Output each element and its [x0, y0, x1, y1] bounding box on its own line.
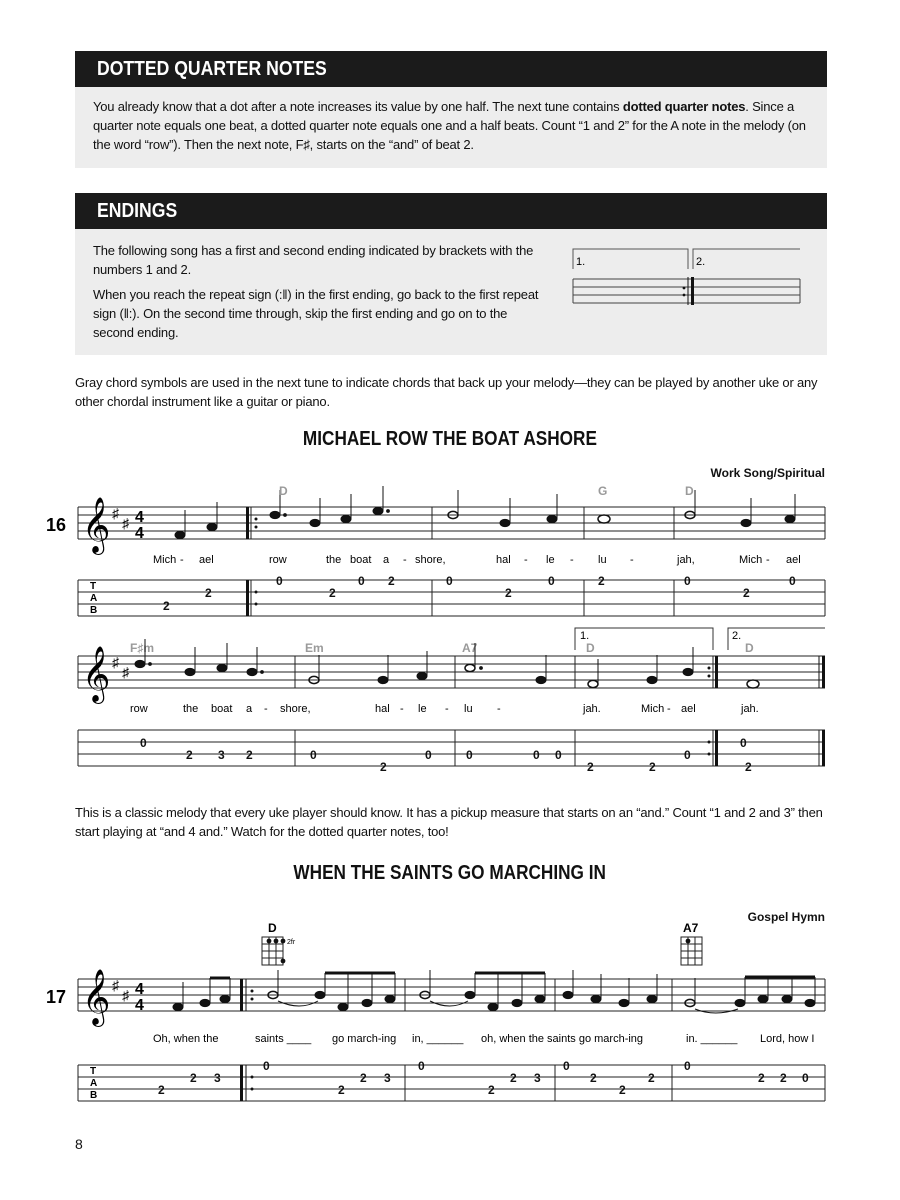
treble-clef: 𝄞	[82, 971, 111, 1024]
ending-bracket-1	[573, 249, 688, 269]
svg-text:B: B	[90, 1090, 98, 1101]
song-number: 16	[46, 515, 67, 535]
svg-text:2: 2	[598, 574, 605, 588]
ending-bracket-2	[693, 249, 800, 269]
svg-text:Mich: Mich	[739, 554, 763, 566]
svg-text:shore,: shore,	[415, 554, 446, 566]
svg-text:a: a	[246, 703, 253, 715]
svg-text:F♯m: F♯m	[130, 641, 154, 655]
ending-brackets-row-2	[575, 628, 825, 650]
page-number: 8	[75, 1136, 83, 1152]
svg-text:0: 0	[446, 574, 453, 588]
svg-text:0: 0	[418, 1059, 425, 1073]
svg-text:0: 0	[466, 748, 473, 762]
svg-text:2: 2	[338, 1083, 345, 1097]
box-title: ENDINGS	[97, 199, 178, 222]
svg-text:2: 2	[648, 1071, 655, 1085]
svg-text:-: -	[403, 554, 407, 566]
endings-box	[75, 193, 827, 355]
svg-text:Oh, when the: Oh, when the	[153, 1033, 219, 1045]
svg-text:row: row	[269, 554, 287, 566]
svg-text:hal: hal	[496, 554, 511, 566]
ending-2-label: 2.	[696, 256, 706, 268]
time-sig-bottom: 4	[135, 997, 144, 1014]
svg-text:ael: ael	[199, 554, 214, 566]
svg-text:2: 2	[205, 586, 212, 600]
lyrics-song-2	[153, 1033, 814, 1045]
svg-text:2: 2	[186, 748, 193, 762]
dotted-quarter-notes-box	[75, 51, 827, 168]
song-2-credit: Gospel Hymn	[747, 910, 825, 924]
svg-text:3: 3	[214, 1071, 221, 1085]
tab-label	[90, 581, 97, 616]
svg-text:1.: 1.	[580, 630, 590, 642]
svg-text:T: T	[90, 581, 97, 592]
svg-text:jah.: jah.	[583, 703, 601, 715]
svg-text:D: D	[279, 484, 288, 498]
svg-text:0: 0	[425, 748, 432, 762]
svg-text:Mich: Mich	[641, 703, 665, 715]
svg-text:saints ____: saints ____	[255, 1033, 312, 1045]
svg-text:2: 2	[745, 760, 752, 774]
tab-staff-lines	[573, 279, 800, 303]
svg-text:oh, when the saints go march-i: oh, when the saints go march-ing	[481, 1033, 644, 1045]
svg-text:lu: lu	[598, 554, 607, 566]
svg-text:D: D	[586, 641, 595, 655]
key-signature: ♯	[112, 977, 119, 993]
chord-symbols-row-2	[130, 641, 754, 655]
svg-text:0: 0	[684, 1059, 691, 1073]
svg-text:0: 0	[684, 574, 691, 588]
treble-clef: 𝄞	[82, 499, 111, 552]
saints-paragraph: This is a classic melody that every uke player should know. It has a pickup measure that starts on an “and.” Count “1 and 2 and 3” then start playing at “and 4 and.” Watch for the dotted quarter notes, too!	[75, 805, 823, 839]
svg-text:G: G	[598, 484, 608, 498]
svg-text:in. ______: in. ______	[686, 1033, 738, 1045]
svg-text:0: 0	[563, 1059, 570, 1073]
svg-text:ael: ael	[786, 554, 801, 566]
svg-text:the: the	[183, 703, 199, 715]
svg-text:-: -	[180, 554, 184, 566]
svg-text:2: 2	[758, 1071, 765, 1085]
svg-text:a: a	[383, 554, 390, 566]
svg-text:2: 2	[510, 1071, 517, 1085]
chord-diagram-d	[262, 921, 296, 965]
intro-paragraph: Gray chord symbols are used in the next tune to indicate chords that back up your melody—they can be played by another uke or any other chordal instrument like a guitar or piano.	[75, 375, 818, 409]
svg-text:3: 3	[384, 1071, 391, 1085]
endings-diagram	[570, 245, 810, 325]
svg-text:2: 2	[246, 748, 253, 762]
svg-text:T: T	[90, 1066, 97, 1077]
svg-text:2: 2	[590, 1071, 597, 1085]
svg-text:2: 2	[388, 574, 395, 588]
repeat-sign	[683, 277, 694, 305]
song-1-notation	[0, 470, 900, 800]
ending-labels	[580, 630, 741, 642]
svg-text:-: -	[264, 703, 268, 715]
key-signature: ♯	[122, 515, 129, 531]
svg-text:in, ______: in, ______	[412, 1033, 464, 1045]
svg-text:2: 2	[158, 1083, 165, 1097]
fret-marker: 2fr	[287, 939, 296, 946]
text-bold: dotted quarter notes	[622, 99, 746, 114]
svg-text:0: 0	[555, 748, 562, 762]
song-2-notation	[0, 915, 900, 1115]
key-signature: ♯	[122, 664, 129, 680]
svg-text:boat: boat	[211, 703, 233, 715]
song-2-title: WHEN THE SAINTS GO MARCHING IN	[293, 862, 607, 884]
svg-text:shore,: shore,	[280, 703, 311, 715]
song-1-title: MICHAEL ROW THE BOAT ASHORE	[302, 428, 597, 450]
svg-text:lu: lu	[464, 703, 473, 715]
key-signature: ♯	[112, 505, 119, 521]
svg-text:D: D	[745, 641, 754, 655]
svg-text:A: A	[90, 593, 98, 604]
svg-text:-: -	[445, 703, 449, 715]
svg-text:le: le	[546, 554, 555, 566]
svg-text:2: 2	[190, 1071, 197, 1085]
chord-diagram-a7	[681, 921, 702, 965]
svg-text:0: 0	[684, 748, 691, 762]
box-text	[75, 87, 827, 164]
svg-text:0: 0	[263, 1059, 270, 1073]
svg-text:Lord, how I: Lord, how I	[760, 1033, 815, 1045]
svg-text:2: 2	[380, 760, 387, 774]
svg-text:-: -	[400, 703, 404, 715]
svg-text:go march-ing: go march-ing	[332, 1033, 397, 1045]
chord-symbols-row-1	[279, 484, 694, 498]
song-1-credit: Work Song/Spiritual	[710, 466, 825, 480]
text-part-2: . Since a quarter note equals one beat, a dotted quarter note equals one and a half beats. Count “1 and 2” for the A note in the melody (on the word “row”). Then the next note, F♯, starts on the “and” of beat 2.	[93, 99, 806, 152]
svg-text:-: -	[570, 554, 574, 566]
notes-song-2	[173, 970, 815, 1013]
svg-text:2: 2	[329, 586, 336, 600]
lyrics-row-2	[130, 703, 759, 715]
svg-text:0: 0	[276, 574, 283, 588]
endings-para-2: When you reach the repeat sign (:‖) in the first ending, go back to the first repeat sign (‖:). On the second time through, skip the first ending and go on to the second ending.	[93, 287, 539, 340]
svg-text:B: B	[90, 605, 98, 616]
svg-text:0: 0	[358, 574, 365, 588]
svg-text:0: 0	[548, 574, 555, 588]
svg-text:2: 2	[619, 1083, 626, 1097]
svg-text:A7: A7	[462, 641, 478, 655]
svg-text:2: 2	[587, 760, 594, 774]
song-number: 17	[46, 987, 67, 1007]
svg-text:2.: 2.	[732, 630, 742, 642]
box-header	[75, 193, 827, 229]
svg-text:2: 2	[360, 1071, 367, 1085]
svg-text:le: le	[418, 703, 427, 715]
svg-text:-: -	[497, 703, 501, 715]
svg-text:2: 2	[780, 1071, 787, 1085]
box-text	[75, 229, 561, 358]
svg-text:0: 0	[140, 736, 147, 750]
svg-text:ael: ael	[681, 703, 696, 715]
svg-text:jah.: jah.	[741, 703, 759, 715]
svg-text:2: 2	[649, 760, 656, 774]
svg-text:A7: A7	[683, 921, 699, 935]
svg-text:hal: hal	[375, 703, 390, 715]
svg-text:2: 2	[488, 1083, 495, 1097]
svg-text:A: A	[90, 1078, 98, 1089]
svg-text:3: 3	[218, 748, 225, 762]
svg-text:boat: boat	[350, 554, 372, 566]
svg-text:D: D	[268, 921, 277, 935]
svg-text:2: 2	[505, 586, 512, 600]
lyrics-row-1	[153, 554, 801, 566]
ending-1-label: 1.	[576, 256, 586, 268]
box-header	[75, 51, 827, 87]
svg-text:0: 0	[533, 748, 540, 762]
svg-text:-: -	[630, 554, 634, 566]
endings-para-1: The following song has a first and second ending indicated by brackets with the numbers 1 and 2.	[93, 243, 534, 277]
time-sig-bottom: 4	[135, 525, 144, 542]
svg-text:row: row	[130, 703, 148, 715]
svg-text:0: 0	[802, 1071, 809, 1085]
svg-text:-: -	[667, 703, 671, 715]
svg-text:3: 3	[534, 1071, 541, 1085]
box-title: DOTTED QUARTER NOTES	[97, 57, 327, 80]
svg-text:0: 0	[740, 736, 747, 750]
svg-text:D: D	[685, 484, 694, 498]
svg-text:0: 0	[310, 748, 317, 762]
svg-text:-: -	[766, 554, 770, 566]
svg-text:2: 2	[163, 599, 170, 613]
svg-text:0: 0	[789, 574, 796, 588]
text-part-1: You already know that a dot after a note increases its value by one half. The next tune contains	[93, 99, 623, 114]
key-signature: ♯	[122, 987, 129, 1003]
svg-text:Em: Em	[305, 641, 324, 655]
svg-text:-: -	[524, 554, 528, 566]
svg-text:Mich: Mich	[153, 554, 177, 566]
svg-text:2: 2	[743, 586, 750, 600]
time-sig-top: 4	[135, 981, 144, 998]
key-signature: ♯	[112, 654, 119, 670]
time-sig-top: 4	[135, 509, 144, 526]
tab-label	[90, 1066, 97, 1101]
svg-text:jah,: jah,	[677, 554, 695, 566]
treble-clef: 𝄞	[82, 648, 111, 701]
svg-text:the: the	[326, 554, 342, 566]
